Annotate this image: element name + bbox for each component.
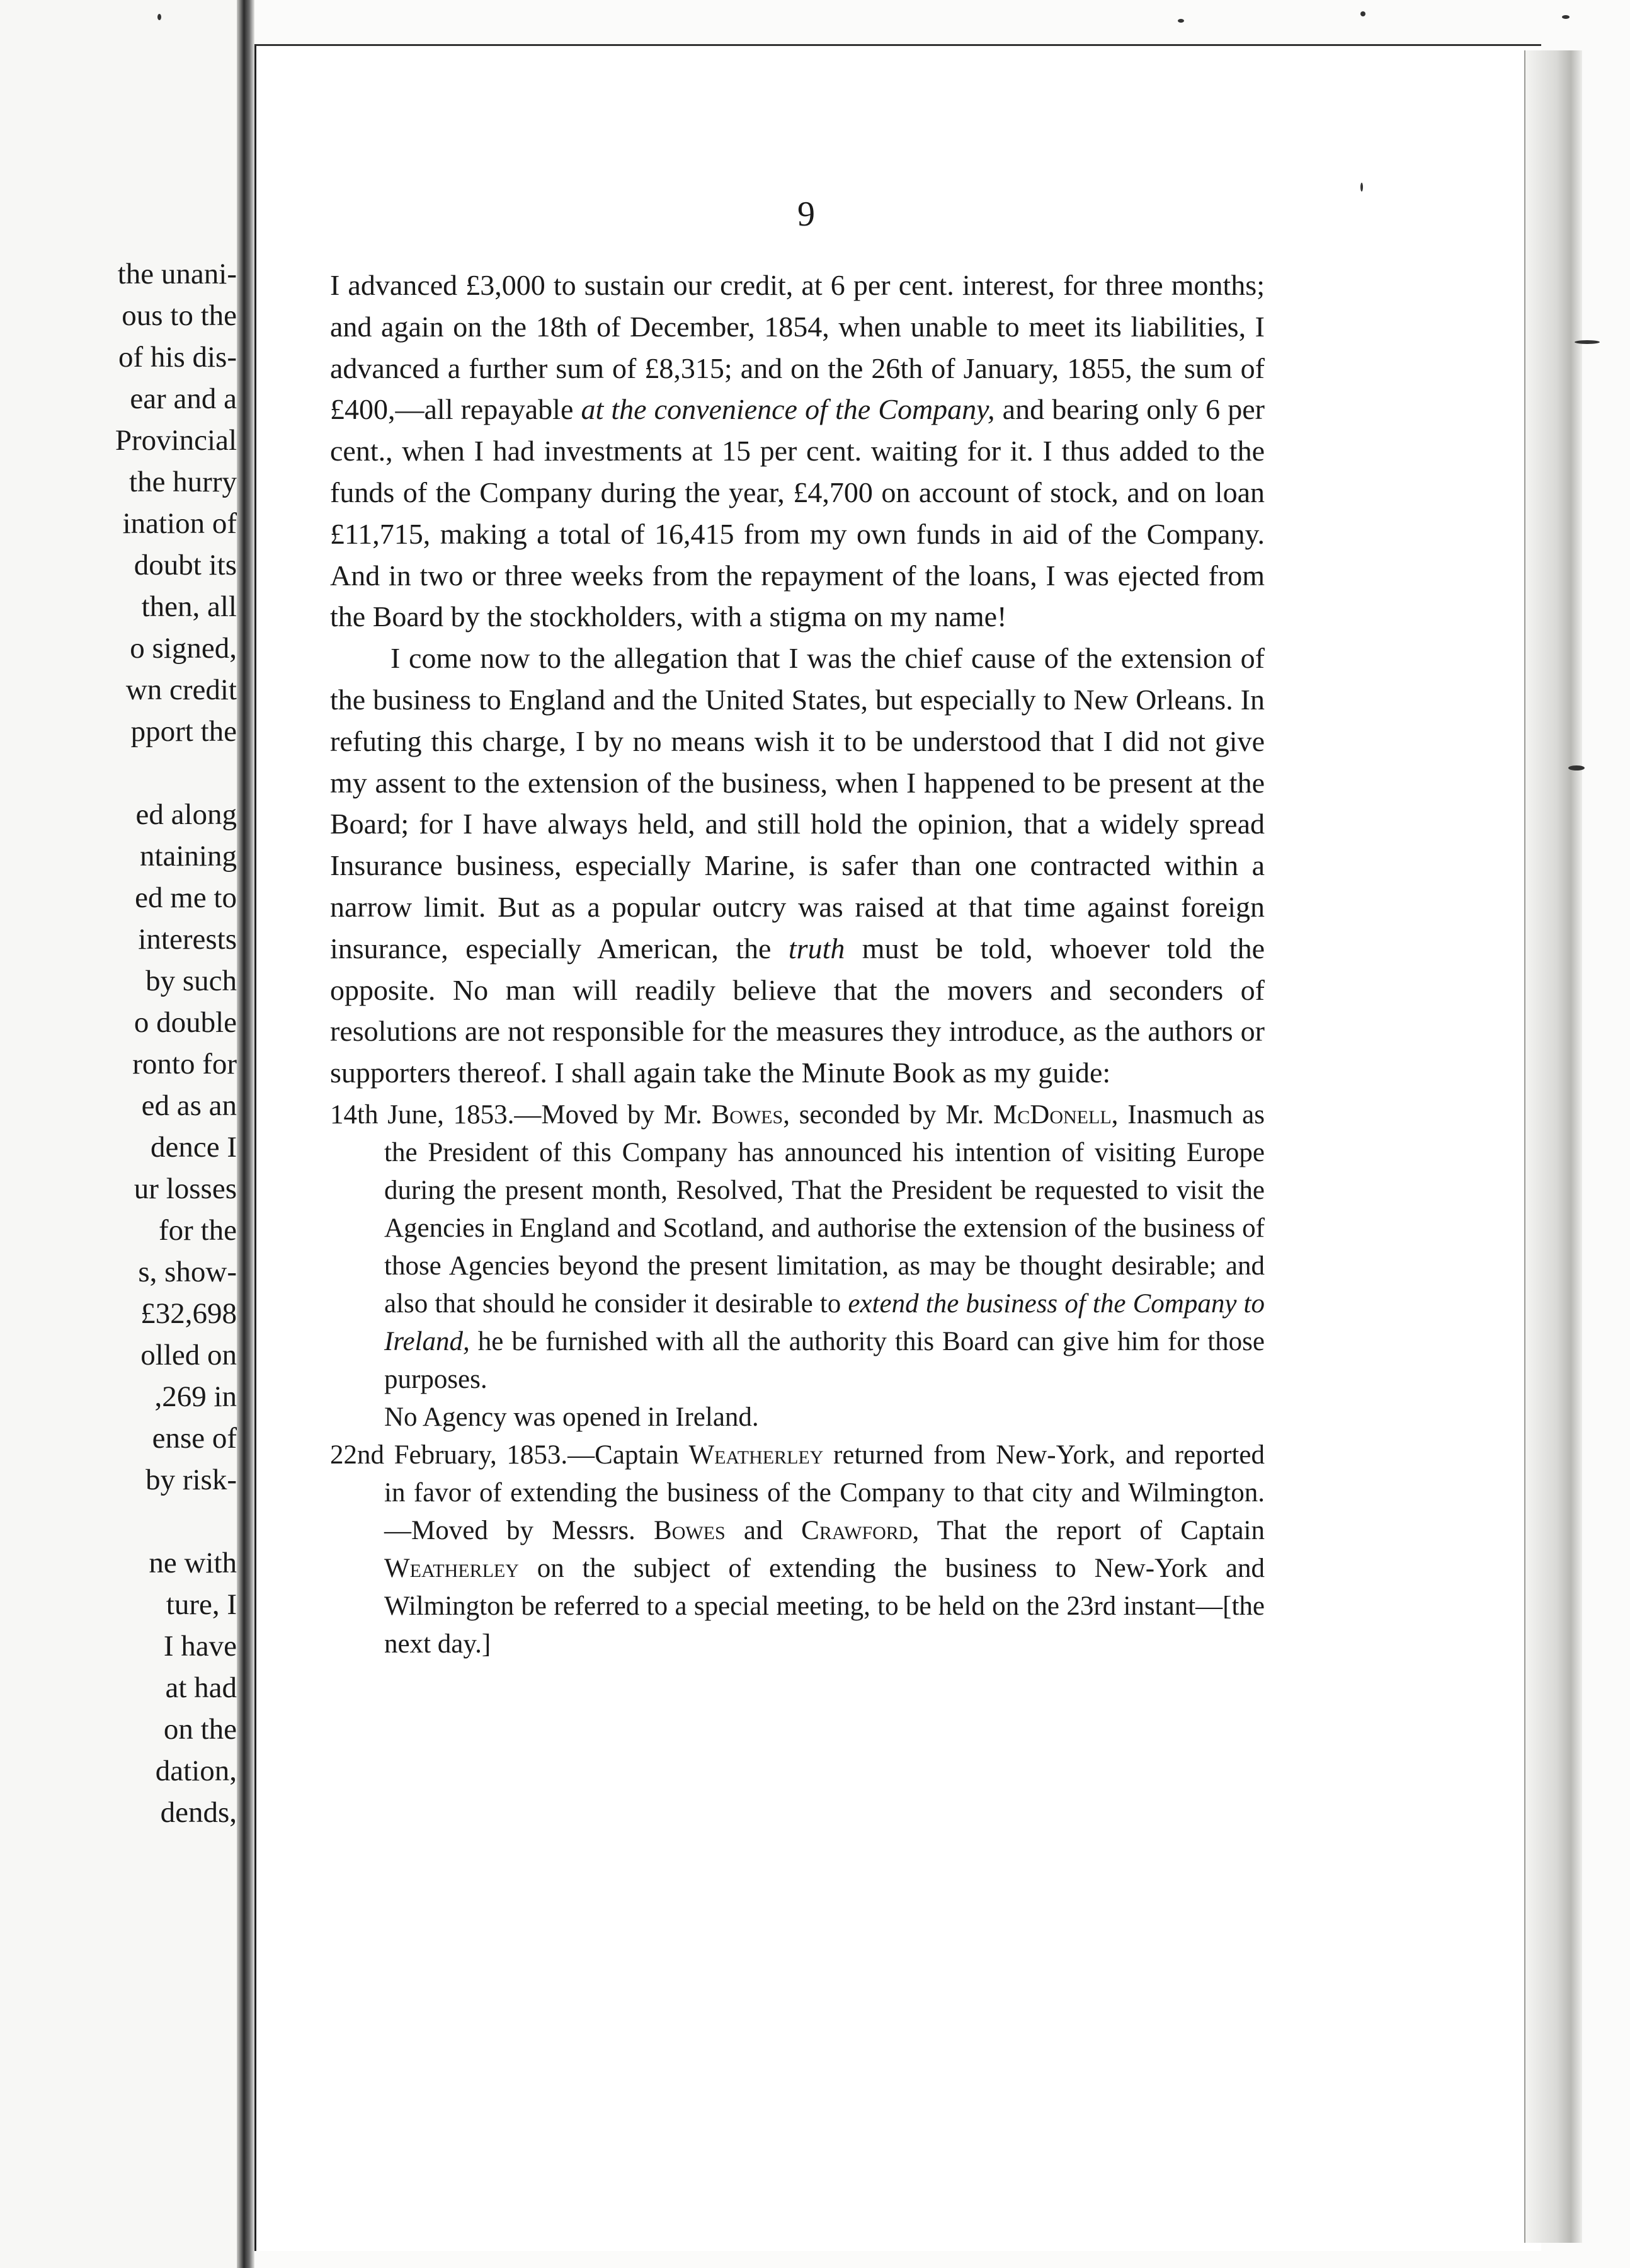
previous-page-line: at had: [165, 1671, 237, 1704]
previous-page-line: Provincial: [115, 424, 237, 457]
paragraph-text: must be told, whoever told the opposite. No man will readily believe that the movers and seconders of resolutions are not responsible for the measures they introduce, as the authors or supporters thereof. I shall again take the Minute Book as my guide:: [330, 932, 1265, 1089]
scan-speck: [157, 14, 161, 20]
person-name: Crawford: [801, 1515, 913, 1545]
italic-phrase: truth: [788, 932, 845, 965]
previous-page-line: the hurry: [129, 466, 237, 498]
previous-page-line: ntaining: [139, 840, 237, 873]
paragraph-credit-advances: [330, 265, 1265, 638]
previous-page-line-gap: [4, 752, 237, 794]
previous-page-line: ed me to: [135, 881, 237, 914]
previous-page-line: ur losses: [134, 1172, 237, 1205]
scan-speck: [1360, 11, 1365, 16]
person-name: Weatherley: [688, 1440, 824, 1470]
previous-page-line: dends,: [160, 1796, 237, 1829]
minute-text: , seconded by Mr.: [783, 1099, 994, 1130]
previous-page-line: o double: [134, 1006, 237, 1039]
minute-text: —Moved by Mr.: [514, 1099, 712, 1130]
previous-page-line: ination of: [122, 507, 237, 540]
previous-page-line: by risk-: [145, 1463, 237, 1496]
person-name: Bowes: [711, 1099, 784, 1130]
person-name: Weatherley: [384, 1553, 519, 1583]
previous-page-line: o signed,: [130, 632, 237, 665]
previous-page-line: ear and a: [130, 382, 237, 415]
previous-page-line: by such: [145, 965, 237, 997]
previous-page-line: on the: [163, 1713, 237, 1746]
previous-page-fragment: [0, 0, 241, 2268]
previous-page-line: olled on: [140, 1339, 237, 1372]
minute-text: , Inasmuch as the President of this Company has announced his intention of visiting Europe during the present month, Resolved, That the President be requested to visit the Agencies in England and Scotland, and authorise the extension of the business of those Agencies beyond the present limitation, as may be thought desirable; and also that should he consider it desirable to: [384, 1099, 1265, 1319]
previous-page-line: interests: [138, 923, 237, 956]
minute-text: he be furnished with all the authority this Board can give him for those purposes.: [384, 1326, 1265, 1394]
italic-phrase: extend the business of the Company to Ireland,: [384, 1288, 1265, 1356]
previous-page-text-column: [4, 253, 237, 1833]
person-name: McDonell: [993, 1099, 1112, 1130]
scan-speck: [1562, 15, 1570, 19]
previous-page-line: dence I: [151, 1131, 237, 1164]
previous-page-line: £32,698: [140, 1297, 237, 1330]
previous-page-line: ed as an: [141, 1089, 237, 1122]
previous-page-line: ous to the: [122, 299, 237, 332]
paragraph-text: I advanced £3,000 to sustain our credit, at 6 per cent. interest, for three months; and again on the 18th of December, 1854, when unable to meet its liabilities, I advanced a further sum of £8,315; and on the 26th of January, 1855, the sum of £400,—all repayable: [330, 269, 1265, 426]
paragraph-text: and bearing only 6 per cent., when I had investments at 15 per cent. waiting for it. I thus added to the funds of the Company during the year, £4,700 on account of stock, and on loan £11,715, making a total of 16,415 from my own funds in aid of the Company. And in two or three weeks from the repayment of the loans, I was ejected from the Board by the stockholders, with a stigma on my name!: [330, 393, 1265, 633]
minute-text: and: [725, 1515, 802, 1545]
minute-date: 14th June, 1853.: [330, 1099, 515, 1130]
previous-page-line: the unani-: [117, 258, 237, 290]
previous-page-line: ense of: [152, 1422, 237, 1455]
italic-phrase: at the convenience of the Company,: [581, 393, 995, 426]
minute-date: 22nd February, 1853.: [330, 1440, 568, 1470]
previous-page-line: ,269 in: [154, 1380, 237, 1413]
minute-text: returned from New-York, and reported in favor of extending the business of the Company to that city and Wilmington.—Moved by Messrs.: [384, 1440, 1265, 1545]
previous-page-line: then, all: [141, 590, 237, 623]
scan-speck: [1568, 765, 1585, 770]
previous-page-line: doubt its: [134, 549, 237, 581]
minute-entry-february-1853: [330, 1436, 1265, 1663]
page-edge-shadow: [1524, 50, 1582, 2243]
previous-page-line: for the: [159, 1214, 237, 1247]
minute-text: on the subject of extending the business to New-York and Wilmington be referred to a special meeting, to be held on the 23rd instant—[the next day.]: [384, 1553, 1265, 1659]
previous-page-line: ed along: [135, 798, 237, 831]
previous-page-line: s, show-: [138, 1256, 237, 1288]
previous-page-line: ronto for: [132, 1048, 237, 1080]
book-gutter: [237, 0, 254, 2268]
minute-entry-june-1853: [330, 1096, 1265, 1399]
previous-page-line: dation,: [155, 1755, 237, 1787]
scan-speck: [1575, 340, 1600, 344]
paragraph-text: I come now to the allegation that I was the chief cause of the extension of the business to England and the United States, but especially to New Orleans. In refuting this charge, I by no means wish it to be understood that I did not give my assent to the extension of the business, when I happened to be present at the Board; for I have always held, and still hold the opinion, that a widely spread Insurance business, especially Marine, is safer than one contracted within a narrow limit. But as a popular outcry was raised at that time against foreign insurance, especially American, the: [330, 642, 1265, 965]
page-body: [330, 265, 1265, 1663]
minute-note: No Agency was opened in Ireland.: [384, 1402, 759, 1432]
previous-page-line: of his dis-: [118, 341, 237, 374]
previous-page-line: ne with: [149, 1547, 237, 1579]
minute-text: , That the report of Captain: [912, 1515, 1265, 1545]
paragraph-extension-allegation: [330, 638, 1265, 1094]
person-name: Bowes: [654, 1515, 726, 1545]
previous-page-line: I have: [163, 1630, 237, 1663]
previous-page-line-gap: [4, 1501, 237, 1542]
previous-page-line: wn credit: [125, 673, 237, 706]
page-number: 9: [797, 195, 815, 234]
minute-text: —Captain: [567, 1440, 689, 1470]
scan-speck: [1360, 183, 1363, 192]
previous-page-line: pport the: [130, 715, 237, 748]
scan-speck: [1178, 19, 1184, 23]
previous-page-line: ture, I: [166, 1588, 237, 1621]
